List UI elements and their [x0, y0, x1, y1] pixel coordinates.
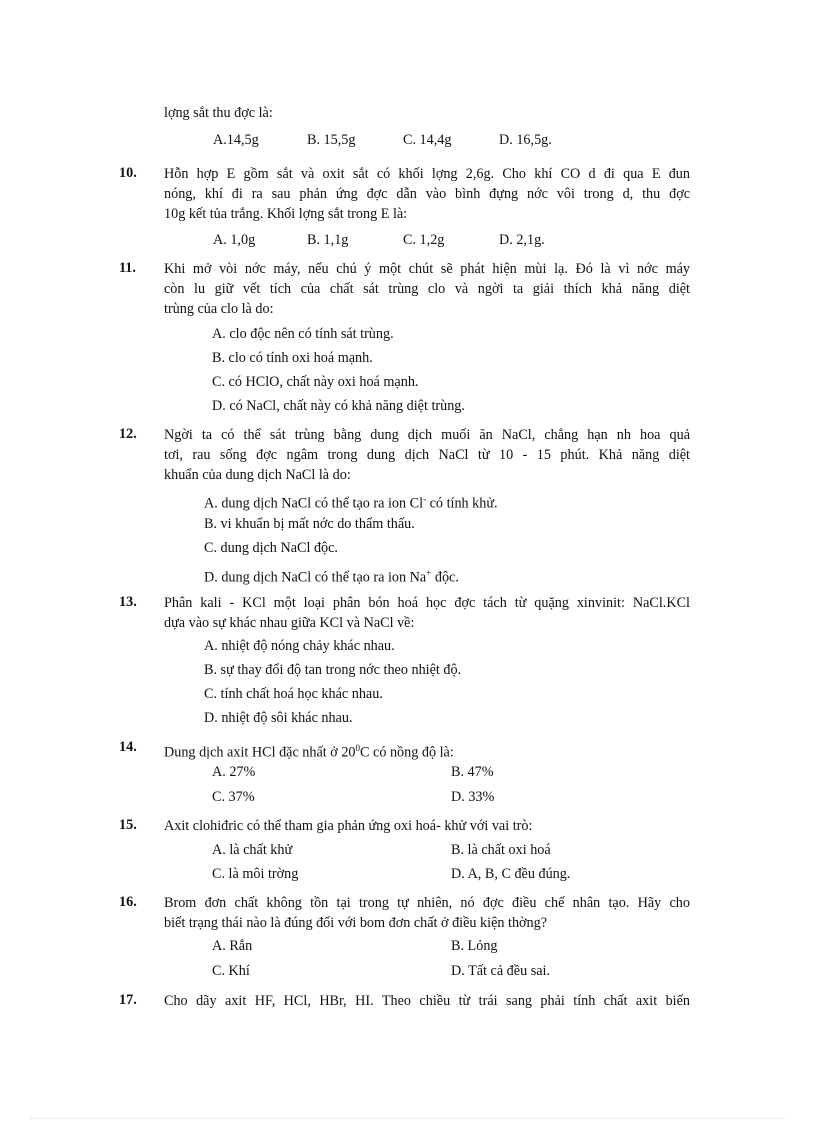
question-number: 12. [119, 426, 137, 442]
option-a: A.14,5g [213, 132, 259, 148]
question-text-line: biết trạng thái nào là đúng đối với bom đơn chất ở điều kiện thờng? [164, 915, 548, 931]
question-text-line: Brom đơn chất không tồn tại trong tự nhiên, nó đợc điều chế nhân tạo. Hãy cho [164, 895, 690, 911]
option-c: C. 14,4g [403, 132, 452, 148]
option-c: C. 1,2g [403, 232, 445, 248]
option-d: D. có NaCl, chất này có khả năng diệt trùng. [212, 398, 465, 414]
option-d: D. 33% [451, 789, 495, 805]
option-b: B. clo có tính oxi hoá mạnh. [212, 350, 373, 366]
option-b: B. vi khuẩn bị mất nớc do thẩm thấu. [204, 516, 415, 532]
option-c: C. tính chất hoá học khác nhau. [204, 686, 383, 702]
question-text-line: Ngời ta có thể sát trùng bằng dung dịch muối ăn NaCl, chẳng hạn nh hoa quả [164, 427, 690, 443]
question-text-line: còn lu giữ vết tích của chất sát trùng clo và ngời ta giải thích khả năng diệt [164, 281, 690, 297]
question-text-line: Axit clohiđric có thể tham gia phản ứng oxi hoá- khử với vai trò: [164, 818, 533, 834]
question-text-line: Dung dịch axit HCl đặc nhất ở $20^0C$ có nồng độ là: [164, 743, 454, 761]
option-a: A. 27% [212, 764, 256, 780]
option-d: D. 16,5g. [499, 132, 552, 148]
option-a: A. là chất khử [212, 842, 293, 858]
question-text-line: trùng của clo là do: [164, 301, 274, 317]
option-d: D. Tất cả đều sai. [451, 963, 551, 979]
option-b: B. 1,1g [307, 232, 349, 248]
option-b: B. 15,5g [307, 132, 356, 148]
option-c: C. có HClO, chất này oxi hoá mạnh. [212, 374, 419, 390]
option-b: B. là chất oxi hoá [451, 842, 551, 858]
option-a: A. dung dịch NaCl có thể tạo ra ion Cl- có tính khử. [204, 494, 498, 512]
question-text-line: dựa vào sự khác nhau giữa KCl và NaCl về: [164, 615, 415, 631]
option-d: D. 2,1g. [499, 232, 545, 248]
option-c: C. dung dịch NaCl độc. [204, 540, 338, 556]
question-number: 16. [119, 894, 137, 910]
question-text-line: Hỗn hợp E gồm sắt và oxit sắt có khối lợng 2,6g. Cho khí CO d đi qua E đun [164, 166, 690, 182]
option-a: A. 1,0g [213, 232, 256, 248]
option-c: C. là môi trờng [212, 866, 299, 882]
option-b: B. Lỏng [451, 938, 498, 954]
question-text-line: khuẩn của dung dịch NaCl là do: [164, 467, 351, 483]
option-d: D. A, B, C đều đúng. [451, 866, 571, 882]
question-number: 13. [119, 594, 137, 610]
option-a: A. nhiệt độ nóng chảy khác nhau. [204, 638, 395, 654]
question-text-line: tơi, rau sống đợc ngâm trong dung dịch NaCl từ 10 - 15 phút. Khả năng diệt [164, 447, 690, 463]
page-bottom-divider [30, 1118, 786, 1119]
question-text-line: 10g kết tủa trắng. Khối lợng sắt trong E là: [164, 206, 408, 222]
option-a: A. clo độc nên có tính sát trùng. [212, 326, 394, 342]
option-b: B. 47% [451, 764, 494, 780]
question-number: 14. [119, 739, 137, 755]
question-text-line: Cho dãy axit HF, HCl, HBr, HI. Theo chiều từ trái sang phải tính chất axit biến [164, 993, 690, 1009]
option-c: C. Khí [212, 963, 250, 979]
question-number: 15. [119, 817, 137, 833]
option-a: A. Rắn [212, 938, 253, 954]
question-text-line: nóng, khí đi ra sau phản ứng đợc dẫn vào bình đựng nớc vôi trong d, thu đợc [164, 186, 690, 202]
option-d: D. dung dịch NaCl có thể tạo ra ion Na+ độc. [204, 568, 459, 586]
option-b: B. sự thay đổi độ tan trong nớc theo nhiệt độ. [204, 662, 462, 678]
intro-line: lợng sắt thu đợc là: [164, 105, 273, 121]
question-number: 17. [119, 992, 137, 1008]
question-number: 10. [119, 165, 137, 181]
question-number: 11. [119, 260, 136, 276]
question-text-line: Phân kali - KCl một loại phân bón hoá học đợc tách từ quặng xinvinit: NaCl.KCl [164, 595, 690, 611]
option-d: D. nhiệt độ sôi khác nhau. [204, 710, 353, 726]
option-c: C. 37% [212, 789, 255, 805]
question-text-line: Khi mở vòi nớc máy, nếu chú ý một chút sẽ phát hiện mùi lạ. Đó là vì nớc máy [164, 261, 690, 277]
